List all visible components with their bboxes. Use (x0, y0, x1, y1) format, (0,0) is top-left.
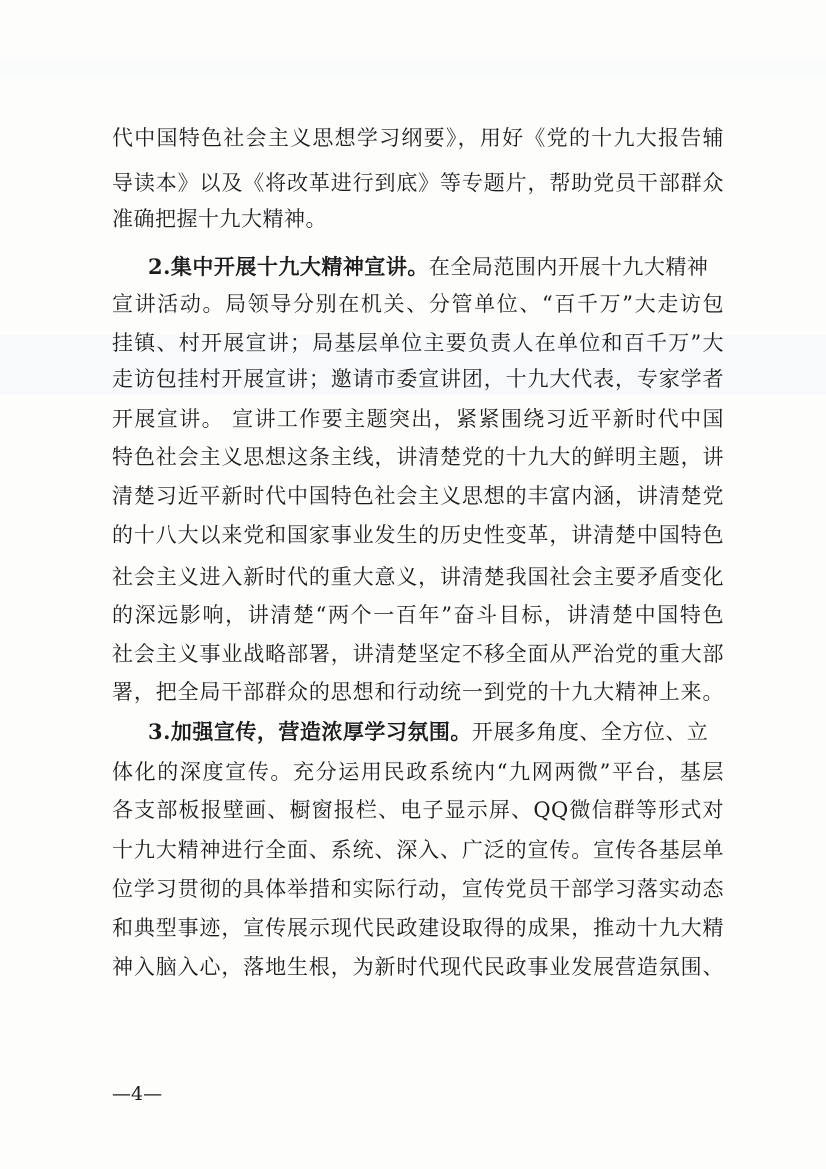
body-text: 在全局范围内开展十九大精神 (428, 255, 709, 279)
body-text-line: 导读本》以及《将改革进行到底》等专题片，帮助党员干部群众 (112, 171, 724, 195)
body-text-line: 代中国特色社会主义思想学习纲要》，用好《党的十九大报告辅 (112, 126, 724, 150)
body-text-line: 的十八大以来党和国家事业发生的历史性变革，讲清楚中国特色 (112, 523, 724, 547)
body-text-line: 准确把握十九大精神。 (112, 207, 327, 231)
section-heading: 3.加强宣传，营造浓厚学习氛围。 (148, 719, 472, 744)
section-2-first-line (148, 252, 724, 282)
scan-shading (0, 60, 826, 78)
body-text-line: 社会主义事业战略部署，讲清楚坚定不移全面从严治党的重大部 (112, 642, 724, 666)
body-text-line: 宣讲活动。局领导分别在机关、分管单位、“百千万”大走访包 (112, 292, 724, 316)
body-text-line: 各支部板报壁画、橱窗报栏、电子显示屏、QQ微信群等形式对 (112, 798, 724, 822)
page-number: —4— (112, 1083, 163, 1105)
body-text-line: 清楚习近平新时代中国特色社会主义思想的丰富内涵，讲清楚党 (112, 484, 724, 508)
body-text-line: 位学习贯彻的具体举措和实际行动，宣传党员干部学习落实动态 (112, 877, 724, 901)
body-text-line: 特色社会主义思想这条主线，讲清楚党的十九大的鲜明主题，讲 (112, 445, 724, 469)
body-text-line: 走访包挂村开展宣讲；邀请市委宣讲团，十九大代表，专家学者 (112, 367, 724, 391)
body-text-line: 和典型事迹，宣传展示现代民政建设取得的成果，推动十九大精 (112, 916, 724, 940)
section-heading: 2.集中开展十九大精神宣讲。 (148, 254, 429, 279)
body-text-line: 社会主义进入新时代的重大意义，讲清楚我国社会主要矛盾变化 (112, 565, 724, 589)
body-text-line: 署，把全局干部群众的思想和行动统一到党的十九大精神上来。 (112, 680, 724, 704)
body-text-line: 十九大精神进行全面、系统、深入、广泛的宣传。宣传各基层单 (112, 838, 724, 862)
body-text-line: 开展宣讲。 宣讲工作要主题突出，紧紧围绕习近平新时代中国 (112, 407, 724, 431)
section-3-first-line (148, 717, 724, 747)
body-text-line: 体化的深度宣传。充分运用民政系统内“九网两微”平台，基层 (112, 760, 724, 784)
body-text-line: 的深远影响，讲清楚“两个一百年”奋斗目标，讲清楚中国特色 (112, 603, 724, 627)
body-text-line: 神入脑入心，落地生根，为新时代现代民政事业发展营造氛围、 (112, 955, 724, 979)
body-text-line: 挂镇、村开展宣讲；局基层单位主要负责人在单位和百千万”大 (112, 331, 724, 355)
body-text: 开展多角度、全方位、立 (471, 720, 709, 744)
